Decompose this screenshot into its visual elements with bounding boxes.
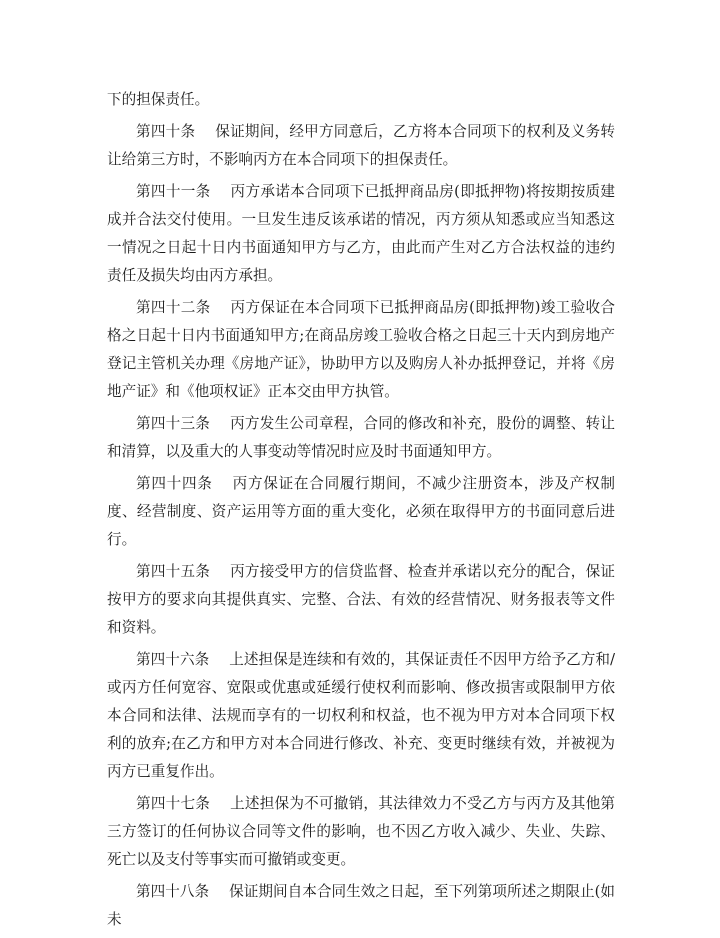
article-number: 第四十四条 bbox=[136, 475, 213, 492]
paragraph-article-40 bbox=[107, 118, 615, 174]
paragraph-article-46 bbox=[107, 646, 615, 786]
paragraph-article-47 bbox=[107, 790, 615, 874]
paragraph-text: 上述担保是连续和有效的，其保证责任不因甲方给予乙方和/或丙方任何宽容、宽限或优惠或延缓行使权利而影响、修改损害或限制甲方依本合同和法律、法规而享有的一切权利和权益，也不视为甲方对本合同项下权利的放弃;在乙方和甲方对本合同进行修改、补充、变更时继续有效，并被视为丙方已重复作出。 bbox=[107, 651, 615, 780]
paragraph-article-43 bbox=[107, 410, 615, 466]
paragraph bbox=[107, 86, 615, 114]
article-number: 第四十六条 bbox=[136, 651, 210, 668]
paragraph-text: 下的担保责任。 bbox=[107, 91, 210, 108]
paragraph-article-42 bbox=[107, 294, 615, 406]
paragraph-text: 丙方发生公司章程，合同的修改和补充，股份的调整、转让和清算，以及重大的人事变动等情况时应及时书面通知甲方。 bbox=[107, 415, 615, 460]
contract-body bbox=[107, 86, 615, 938]
paragraph-text: 上述担保为不可撤销，其法律效力不受乙方与丙方及其他第三方签订的任何协议合同等文件的影响，也不因乙方收入减少、失业、失踪、死亡以及支付等事实而可撤销或变更。 bbox=[107, 795, 615, 868]
paragraph-article-45 bbox=[107, 558, 615, 642]
article-number: 第四十八条 bbox=[136, 883, 210, 900]
paragraph-article-48 bbox=[107, 878, 615, 934]
paragraph-article-44 bbox=[107, 470, 615, 554]
article-number: 第四十五条 bbox=[136, 563, 211, 580]
paragraph-article-41 bbox=[107, 178, 615, 290]
paragraph-text: 保证期间，经甲方同意后，乙方将本合同项下的权利及义务转让给第三方时，不影响丙方在本合同项下的担保责任。 bbox=[107, 123, 615, 168]
article-number: 第四十七条 bbox=[136, 795, 211, 812]
paragraph-text: 丙方接受甲方的信贷监督、检查并承诺以充分的配合，保证按甲方的要求向其提供真实、完整、合法、有效的经营情况、财务报表等文件和资料。 bbox=[107, 563, 615, 636]
article-number: 第四十三条 bbox=[136, 415, 211, 432]
article-number: 第四十一条 bbox=[136, 183, 211, 200]
paragraph-text: 保证期间自本合同生效之日起，至下列第项所述之期限止(如未 bbox=[107, 883, 615, 928]
paragraph-text: 丙方保证在本合同项下已抵押商品房(即抵押物)竣工验收合格之日起十日内书面通知甲方;在商品房竣工验收合格之日起三十天内到房地产登记主管机关办理《房地产证》，协助甲方以及购房人补办抵押登记，并将《房地产证》和《他项权证》正本交由甲方执管。 bbox=[107, 299, 615, 400]
article-number: 第四十二条 bbox=[136, 299, 211, 316]
article-number: 第四十条 bbox=[136, 123, 196, 140]
paragraph-text: 丙方承诺本合同项下已抵押商品房(即抵押物)将按期按质建成并合法交付使用。一旦发生违反该承诺的情况，丙方须从知悉或应当知悉这一情况之日起十日内书面通知甲方与乙方，由此而产生对乙方合法权益的违约责任及损失均由丙方承担。 bbox=[107, 183, 615, 284]
paragraph-text: 丙方保证在合同履行期间，不减少注册资本，涉及产权制度、经营制度、资产运用等方面的重大变化，必须在取得甲方的书面同意后进行。 bbox=[107, 475, 615, 548]
